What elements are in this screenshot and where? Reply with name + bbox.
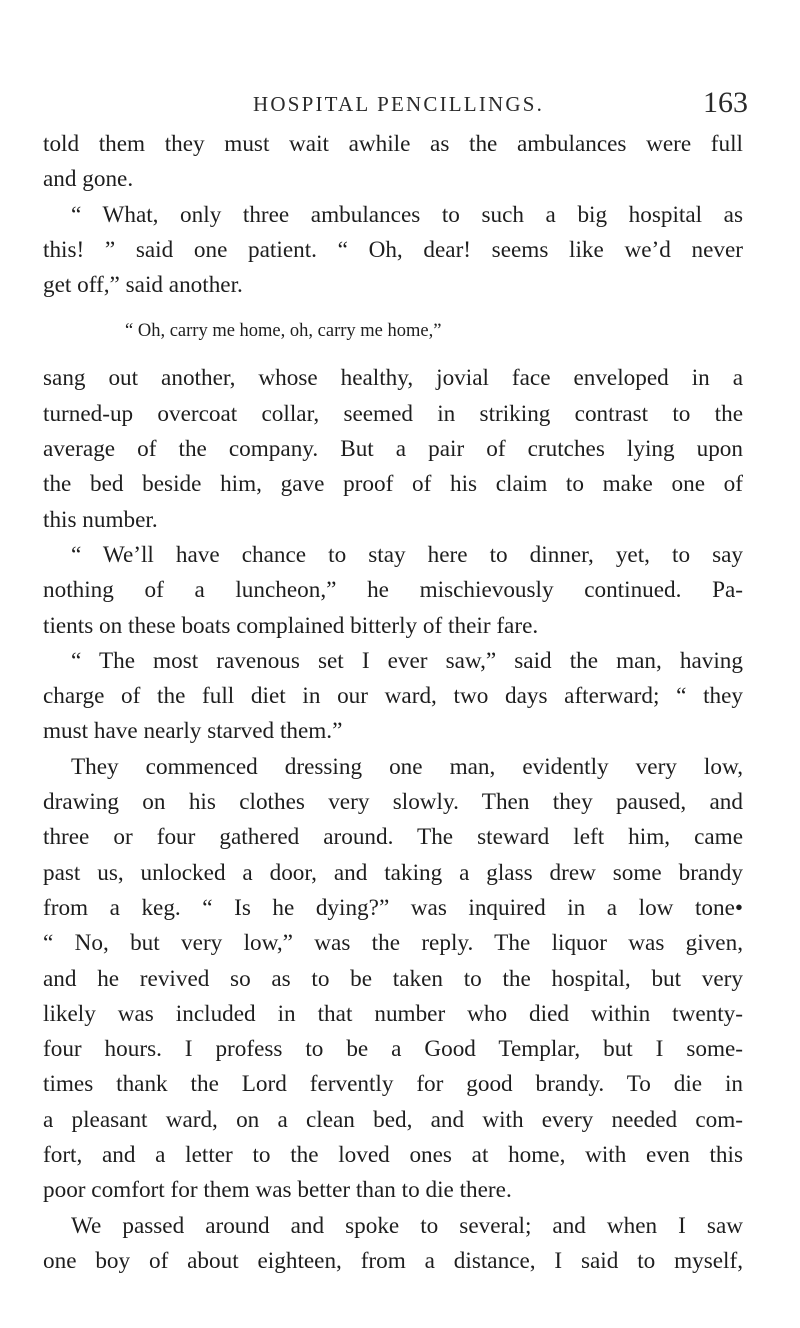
text-line: poor comfort for them was better than to die there. <box>43 1177 512 1204</box>
text-line: “ No, but very low,” was the reply. The liquor was given, <box>43 930 743 957</box>
page-number: 163 <box>703 86 748 119</box>
text-line: “ What, only three ambulances to such a big hospital as <box>71 201 743 228</box>
verse-line: “ Oh, carry me home, oh, carry me home,” <box>125 321 442 342</box>
text-line: charge of the full diet in our ward, two days afterward; “ they <box>43 683 743 710</box>
text-line: turned-up overcoat collar, seemed in striking contrast to the <box>43 400 743 427</box>
text-line: “ We’ll have chance to stay here to dinner, yet, to say <box>71 541 743 568</box>
text-line: tients on these boats complained bitterly of their fare. <box>43 612 539 639</box>
text-line: and gone. <box>43 166 134 193</box>
text-line: fort, and a letter to the loved ones at home, with even this <box>43 1142 743 1169</box>
text-line: “ The most ravenous set I ever saw,” said the man, having <box>71 647 743 674</box>
body-text <box>43 127 743 1279</box>
text-line: this number. <box>43 506 158 533</box>
text-line: four hours. I profess to be a Good Templar, but I some- <box>43 1036 743 1063</box>
text-line: average of the company. But a pair of crutches lying upon <box>43 436 743 463</box>
text-line: a pleasant ward, on a clean bed, and with every needed com- <box>43 1106 743 1133</box>
text-line: told them they must wait awhile as the ambulances were full <box>43 131 743 157</box>
text-line: past us, unlocked a door, and taking a glass drew some brandy <box>43 859 743 886</box>
text-line: must have nearly starved them.” <box>43 718 343 745</box>
text-line: drawing on his clothes very slowly. Then they paused, and <box>43 789 743 816</box>
text-line: from a keg. “ Is he dying?” was inquired in a low tone• <box>43 894 743 921</box>
text-line: this! ” said one patient. “ Oh, dear! seems like we’d never <box>43 236 743 263</box>
text-line: and he revived so as to be taken to the hospital, but very <box>43 965 743 992</box>
text-line: one boy of about eighteen, from a distance, I said to myself, <box>43 1247 743 1274</box>
text-line: likely was included in that number who died within twenty- <box>43 1000 743 1027</box>
text-line: the bed beside him, gave proof of his claim to make one of <box>43 471 743 498</box>
text-line: sang out another, whose healthy, jovial face enveloped in a <box>43 365 743 392</box>
text-line: They commenced dressing one man, evidently very low, <box>71 753 743 780</box>
text-line: get off,” said another. <box>43 272 243 299</box>
text-line: nothing of a luncheon,” he mischievously continued. Pa- <box>43 577 743 604</box>
text-line: times thank the Lord fervently for good brandy. To die in <box>43 1071 743 1098</box>
text-line: We passed around and spoke to several; and when I saw <box>71 1212 743 1239</box>
text-line: three or four gathered around. The steward left him, came <box>43 824 743 851</box>
running-head: HOSPITAL PENCILLINGS. <box>253 92 545 116</box>
